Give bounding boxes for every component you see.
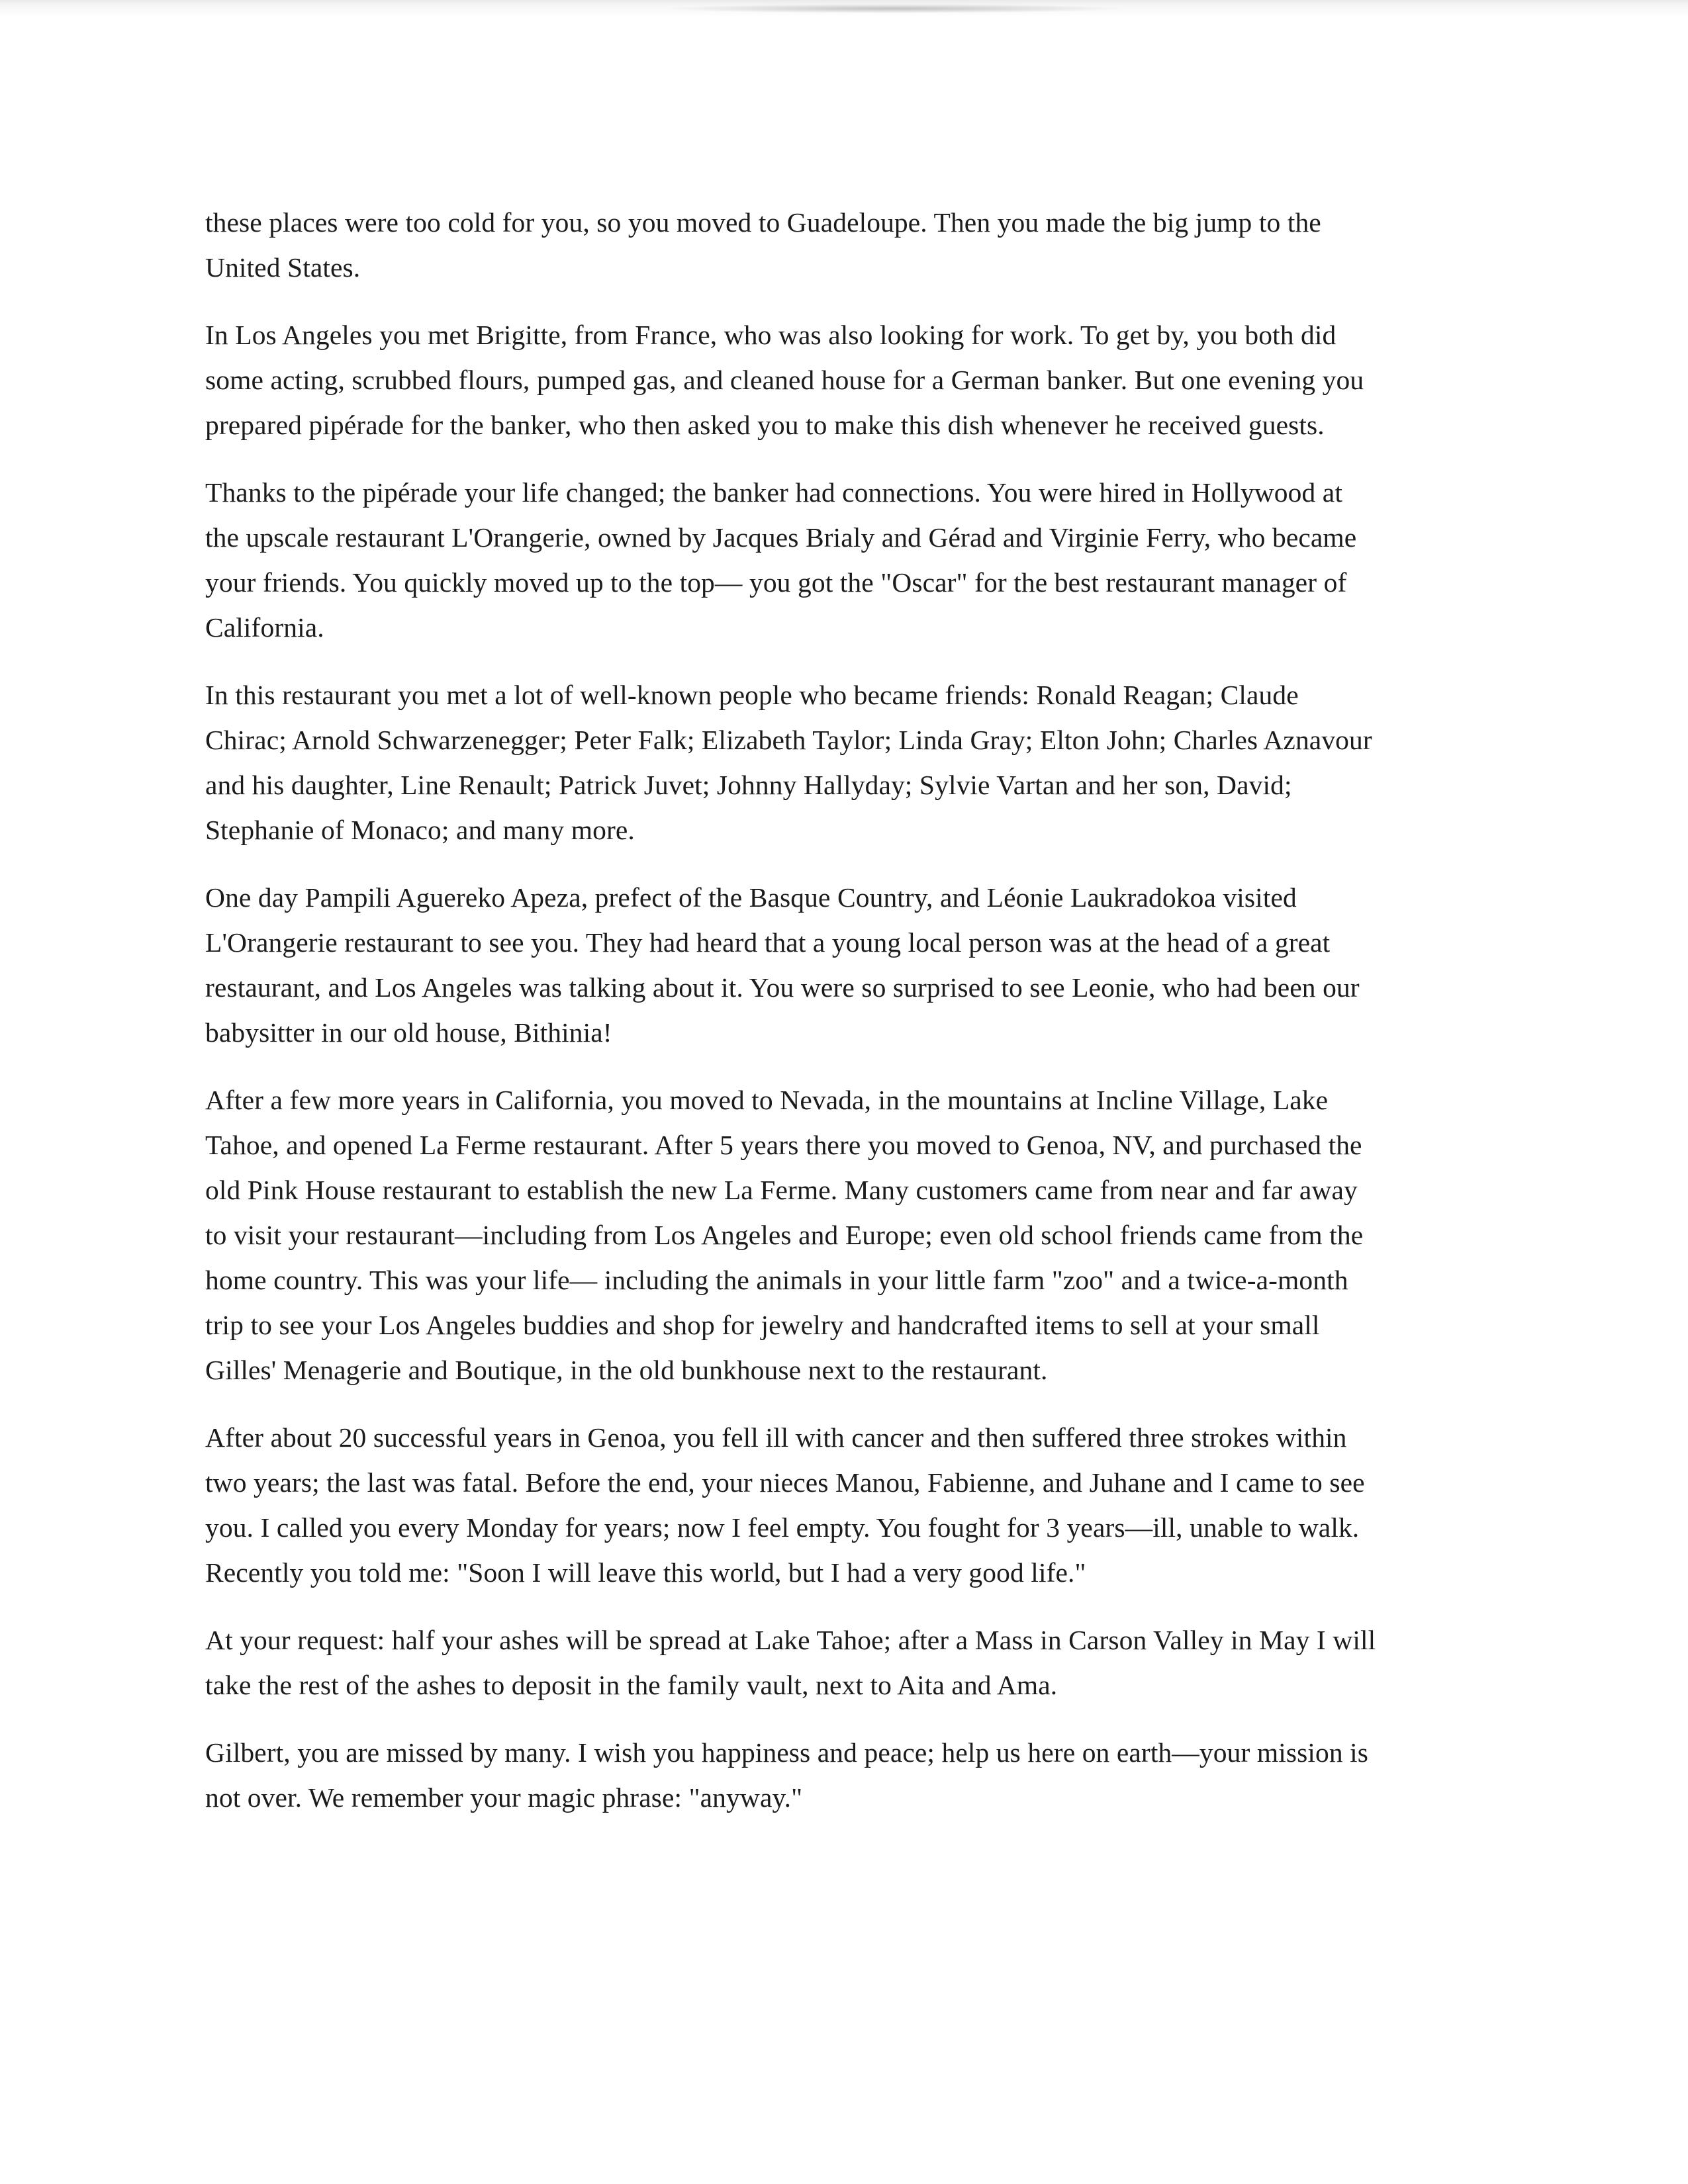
text-line: old Pink House restaurant to establish the new La Ferme. Many customers came from near and far away [205,1175,1358,1205]
text-line: the upscale restaurant L'Orangerie, owned by Jacques Brialy and Gérad and Virginie Ferry, who became [205,522,1357,553]
text-line: In Los Angeles you met Brigitte, from France, who was also looking for work. To get by, you both did [205,320,1336,350]
text-line: Gilles' Menagerie and Boutique, in the old bunkhouse next to the restaurant. [205,1355,1048,1385]
text-line: Tahoe, and opened La Ferme restaurant. After 5 years there you moved to Genoa, NV, and purchased the [205,1130,1362,1160]
text-line: At your request: half your ashes will be spread at Lake Tahoe; after a Mass in Carson Valley in May I will [205,1625,1376,1655]
text-line: prepared pipérade for the banker, who then asked you to make this dish whenever he received guests. [205,410,1325,440]
text-line: In this restaurant you met a lot of well-known people who became friends: Ronald Reagan; Claude [205,680,1299,710]
text-line: babysitter in our old house, Bithinia! [205,1017,612,1048]
paragraph [205,1077,1503,1392]
paragraph [205,470,1503,650]
text-line: you. I called you every Monday for years; now I feel empty. You fought for 3 years—ill, unable to walk. [205,1512,1360,1543]
text-line: two years; the last was fatal. Before the end, your nieces Manou, Fabienne, and Juhane and I came to see [205,1467,1365,1498]
paragraph [205,672,1503,852]
paragraph [205,875,1503,1055]
text-line: Gilbert, you are missed by many. I wish you happiness and peace; help us here on earth—your mission is [205,1737,1369,1768]
text-line: L'Orangerie restaurant to see you. They had heard that a young local person was at the head of a great [205,927,1331,958]
text-line: Stephanie of Monaco; and many more. [205,815,635,845]
text-line: California. [205,612,324,643]
text-line: After a few more years in California, you moved to Nevada, in the mountains at Incline Village, Lake [205,1085,1329,1115]
text-line: some acting, scrubbed flours, pumped gas, and cleaned house for a German banker. But one evening you [205,365,1364,395]
text-line: take the rest of the ashes to deposit in the family vault, next to Aita and Ama. [205,1670,1058,1700]
text-line: trip to see your Los Angeles buddies and shop for jewelry and handcrafted items to sell at your small [205,1310,1320,1340]
text-line: restaurant, and Los Angeles was talking about it. You were so surprised to see Leonie, who had been our [205,972,1360,1003]
text-line: home country. This was your life— including the animals in your little farm "zoo" and a twice-a-month [205,1265,1348,1295]
paragraph [205,1415,1503,1595]
text-line: Recently you told me: "Soon I will leave this world, but I had a very good life." [205,1557,1086,1588]
scan-shadow [662,4,1125,13]
text-line: and his daughter, Line Renault; Patrick Juvet; Johnny Hallyday; Sylvie Vartan and her son, David; [205,770,1292,800]
document-body [205,200,1503,1843]
text-line: After about 20 successful years in Genoa, you fell ill with cancer and then suffered three strokes within [205,1422,1347,1453]
text-line: One day Pampili Aguereko Apeza, prefect of the Basque Country, and Léonie Laukradokoa visited [205,882,1297,913]
text-line: these places were too cold for you, so you moved to Guadeloupe. Then you made the big jump to the [205,207,1321,238]
paragraph [205,1730,1503,1820]
text-line: Thanks to the pipérade your life changed; the banker had connections. You were hired in Hollywood at [205,477,1342,508]
text-line: your friends. You quickly moved up to the top— you got the "Oscar" for the best restaurant manager of [205,567,1347,598]
paragraph [205,312,1503,447]
paragraph [205,200,1503,290]
paragraph [205,1617,1503,1707]
text-line: to visit your restaurant—including from Los Angeles and Europe; even old school friends came from the [205,1220,1364,1250]
text-line: not over. We remember your magic phrase: "anyway." [205,1782,803,1813]
text-line: Chirac; Arnold Schwarzenegger; Peter Falk; Elizabeth Taylor; Linda Gray; Elton John; Charles Aznavour [205,725,1372,755]
text-line: United States. [205,252,361,283]
